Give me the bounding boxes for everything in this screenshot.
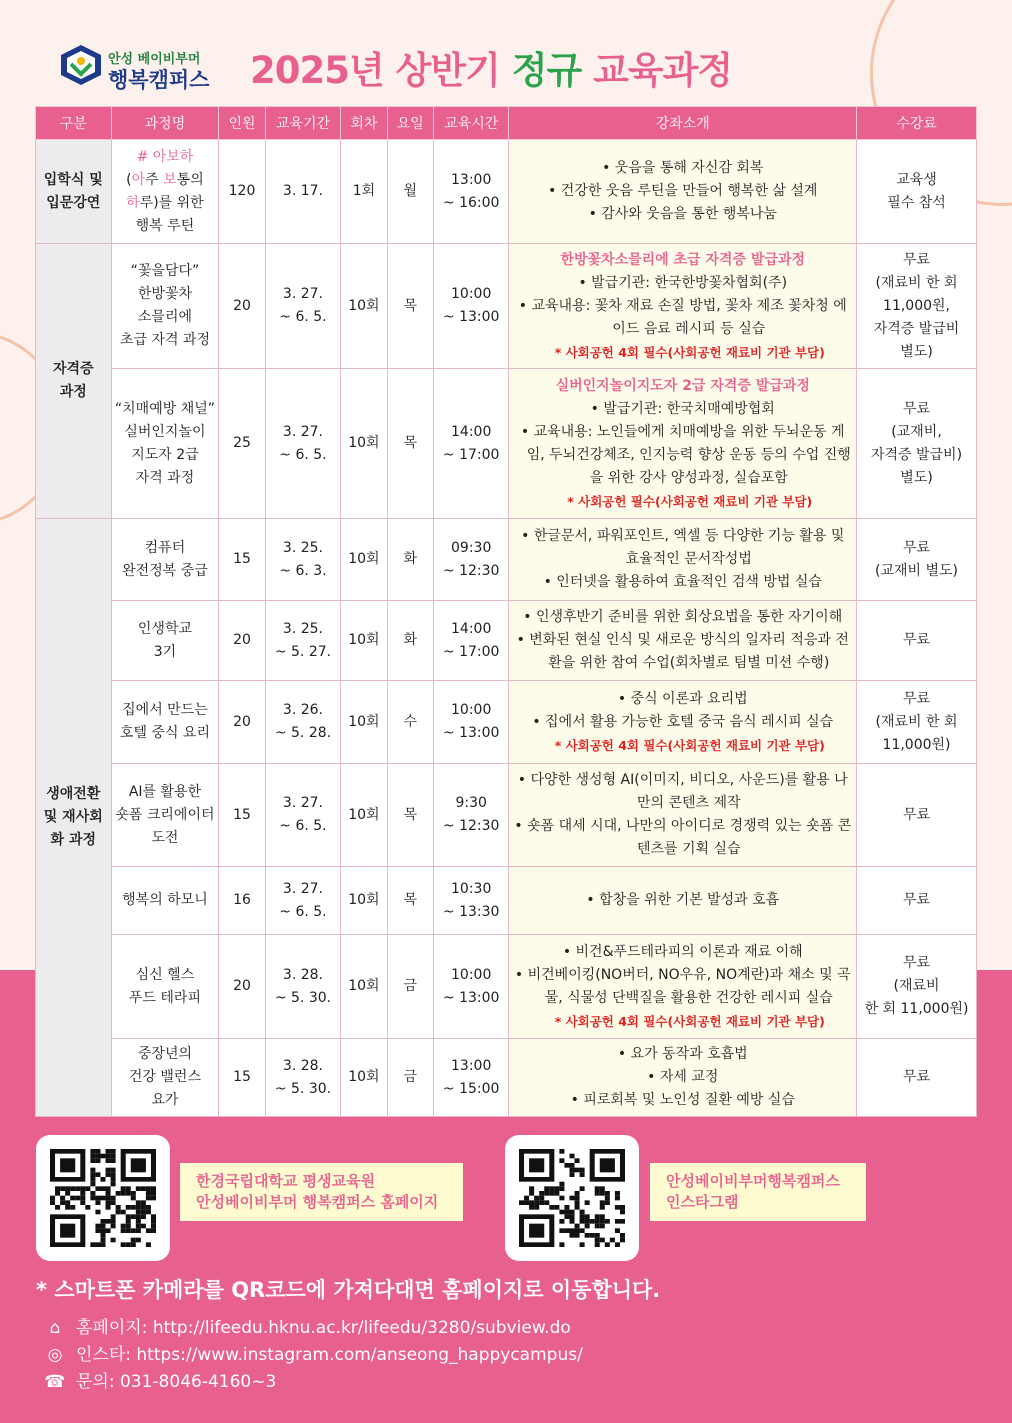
description-bullet: • 중식 이론과 요리법 (617, 690, 748, 707)
cell-sessions: 10회 (341, 935, 387, 1039)
cell-fee: 무료 (857, 867, 977, 935)
column-header: 교육기간 (265, 107, 341, 140)
cell-day: 금 (387, 1039, 433, 1117)
campus-logo-icon (58, 42, 104, 88)
homepage-link[interactable]: 홈페이지: http://lifeedu.hknu.ac.kr/lifeedu/3280/subview.do (76, 1318, 571, 1338)
course-name (111, 140, 219, 244)
cell-count: 20 (219, 601, 265, 681)
cell-fee: 무료 (교재비 별도) (857, 519, 977, 601)
cell-day: 금 (387, 935, 433, 1039)
qr-box-homepage[interactable] (36, 1135, 170, 1261)
category-cell: 입학식 및 입문강연 (36, 140, 112, 244)
cell-time: 10:00 ~ 13:00 (433, 935, 509, 1039)
description-note: * 사회공헌 필수(사회공헌 재료비 기관 부담) (567, 493, 813, 509)
description-bullet: • 비건&푸드테라피의 이론과 재료 이해 (562, 943, 803, 960)
title-suffix: 교육과정 (581, 49, 733, 92)
cell-sessions: 10회 (341, 519, 387, 601)
description-bullet: • 건강한 웃음 루틴을 만들어 행복한 삶 설계 (548, 183, 818, 199)
description-bullet: • 웃음을 통해 자신감 회복 (602, 160, 764, 176)
description-bullet: • 인터넷을 활용하여 효율적인 검색 방법 실습 (543, 574, 822, 590)
column-header: 구분 (36, 107, 112, 140)
description-bullet: • 인생후반기 준비를 위한 회상요법을 통한 자기이해 (523, 609, 843, 625)
cell-period: 3. 28. ~ 5. 30. (265, 1039, 341, 1117)
table-row (36, 244, 977, 369)
description-bullet: • 교육내용: 꽃차 재료 손질 방법, 꽃차 제조 꽃차청 에이드 음료 레시피 등 실습 (518, 297, 847, 337)
cell-day: 목 (387, 867, 433, 935)
cell-count: 15 (219, 764, 265, 867)
table-header-row (36, 107, 977, 140)
course-description (509, 867, 857, 935)
cell-day: 수 (387, 681, 433, 764)
cell-count: 20 (219, 244, 265, 369)
table-row (36, 681, 977, 764)
cell-day: 화 (387, 601, 433, 681)
cell-count: 16 (219, 867, 265, 935)
cell-fee: 무료 (재료비 한 회 11,000원) (857, 935, 977, 1039)
description-note: * 사회공헌 4회 필수(사회공헌 재료비 기관 부담) (554, 737, 825, 753)
course-name-part: 아 (131, 171, 146, 188)
cell-period: 3. 25. ~ 6. 3. (265, 519, 341, 601)
cell-count: 15 (219, 1039, 265, 1117)
cell-period: 3. 27. ~ 6. 5. (265, 764, 341, 867)
table-row (36, 369, 977, 519)
qr-box-instagram[interactable] (505, 1135, 639, 1261)
instagram-info[interactable] (44, 1340, 583, 1365)
cell-period: 3. 17. (265, 140, 341, 244)
cell-fee: 무료 (교재비, 자격증 발급비) 별도) (857, 369, 977, 519)
curriculum-table (35, 106, 977, 1117)
course-name-part: 통의 (176, 171, 204, 188)
cell-sessions: 1회 (341, 140, 387, 244)
course-description (509, 681, 857, 764)
cell-sessions: 10회 (341, 1039, 387, 1117)
table-row (36, 601, 977, 681)
cell-count: 20 (219, 935, 265, 1039)
cell-time: 10:00 ~ 13:00 (433, 244, 509, 369)
course-description (509, 601, 857, 681)
course-description (509, 764, 857, 867)
cell-day: 목 (387, 369, 433, 519)
course-name-part: 보 (163, 171, 177, 188)
cell-time: 9:30 ~ 12:30 (433, 764, 509, 867)
course-name: 컴퓨터 완전정복 중급 (111, 519, 219, 601)
description-bullet: • 피로회복 및 노인성 질환 예방 실습 (570, 1092, 795, 1108)
course-description (509, 1039, 857, 1117)
cell-fee: 교육생 필수 참석 (857, 140, 977, 244)
cell-fee: 무료 (857, 1039, 977, 1117)
course-description (509, 369, 857, 519)
homepage-info[interactable] (44, 1313, 571, 1338)
course-name: 행복의 하모니 (111, 867, 219, 935)
instagram-link[interactable]: 인스타: https://www.instagram.com/anseong_happycampus/ (76, 1345, 583, 1365)
cell-day: 화 (387, 519, 433, 601)
course-name: 중장년의 건강 밸런스 요가 (111, 1039, 219, 1117)
qr-label-instagram: 안성베이비부머행복캠퍼스 인스타그램 (650, 1163, 866, 1221)
cell-period: 3. 25. ~ 5. 27. (265, 601, 341, 681)
cell-time: 14:00 ~ 17:00 (433, 601, 509, 681)
description-note: * 사회공헌 4회 필수(사회공헌 재료비 기관 부담) (554, 344, 825, 360)
home-icon: ⌂ (49, 1318, 61, 1338)
cell-fee: 무료 (857, 601, 977, 681)
course-description (509, 244, 857, 369)
cell-time: 13:00 ~ 15:00 (433, 1039, 509, 1117)
description-heading: 한방꽃차소믈리에 초급 자격증 발급과정 (560, 251, 806, 268)
cell-count: 120 (219, 140, 265, 244)
cell-day: 월 (387, 140, 433, 244)
qr-code[interactable] (519, 1149, 625, 1247)
column-header: 수강료 (857, 107, 977, 140)
cell-sessions: 10회 (341, 601, 387, 681)
header (0, 30, 1012, 110)
title-prefix: 2025년 상반기 (250, 49, 512, 92)
course-name: 인생학교 3기 (111, 601, 219, 681)
description-bullet: • 다양한 생성형 AI(이미지, 비디오, 사운드)를 활용 나만의 콘텐츠 제작 (517, 772, 848, 811)
course-name: 심신 헬스 푸드 테라피 (111, 935, 219, 1039)
course-name-part: ( (126, 171, 132, 188)
logo (58, 42, 208, 94)
table-row (36, 1039, 977, 1117)
cell-fee: 무료 (재료비 한 회 11,000원, 자격증 발급비 별도) (857, 244, 977, 369)
cell-day: 목 (387, 244, 433, 369)
description-bullet: • 집에서 활용 가능한 호텔 중국 음식 레시피 실습 (532, 713, 834, 730)
table-row (36, 764, 977, 867)
contact-text: 문의: 031-8046-4160~3 (76, 1372, 277, 1392)
description-bullet: • 발급기관: 한국치매예방협회 (590, 400, 775, 417)
description-bullet: • 합창을 위한 기본 발성과 호흡 (586, 892, 780, 908)
cell-sessions: 10회 (341, 369, 387, 519)
page-title (250, 40, 732, 94)
column-header: 인원 (219, 107, 265, 140)
description-heading: 실버인지놀이지도자 2급 자격증 발급과정 (555, 377, 810, 394)
qr-notice: * 스마트폰 카메라를 QR코드에 가져다대면 홈페이지로 이동합니다. (36, 1278, 661, 1302)
instagram-icon: ◎ (47, 1345, 63, 1365)
cell-period: 3. 28. ~ 5. 30. (265, 935, 341, 1039)
column-header: 과정명 (111, 107, 219, 140)
course-name-part: 주 (145, 171, 164, 188)
table-row (36, 935, 977, 1039)
column-header: 교육시간 (433, 107, 509, 140)
description-bullet: • 교육내용: 노인들에게 치매예방을 위한 두뇌운동 게임, 두뇌건강체조, 인지능력 향상 운동 등의 수업 진행을 위한 강사 양성과정, 실습포함 (520, 423, 851, 486)
course-description (509, 935, 857, 1039)
cell-count: 15 (219, 519, 265, 601)
table-row (36, 140, 977, 244)
cell-time: 14:00 ~ 17:00 (433, 369, 509, 519)
contact-info (44, 1367, 276, 1392)
course-name-part: 행복 루틴 (135, 217, 195, 234)
cell-period: 3. 27. ~ 6. 5. (265, 369, 341, 519)
table-row (36, 867, 977, 935)
course-name-part: # 아보하 (136, 148, 194, 165)
cell-sessions: 10회 (341, 244, 387, 369)
cell-time: 10:00 ~ 13:00 (433, 681, 509, 764)
cell-count: 20 (219, 681, 265, 764)
phone-icon: ☎ (44, 1372, 66, 1392)
description-bullet: • 감사와 웃음을 통한 행복나눔 (588, 206, 777, 222)
cell-sessions: 10회 (341, 867, 387, 935)
course-name: 집에서 만드는 호텔 중식 요리 (111, 681, 219, 764)
course-name-part: 루)를 위한 (139, 194, 204, 211)
table-row (36, 519, 977, 601)
course-description (509, 140, 857, 244)
course-description (509, 519, 857, 601)
column-header: 요일 (387, 107, 433, 140)
category-cell: 자격증 과정 (36, 244, 112, 519)
cell-fee: 무료 (857, 764, 977, 867)
category-cell: 생애전환 및 재사회 화 과정 (36, 519, 112, 1117)
cell-period: 3. 26. ~ 5. 28. (265, 681, 341, 764)
cell-fee: 무료 (재료비 한 회 11,000원) (857, 681, 977, 764)
cell-period: 3. 27. ~ 6. 5. (265, 867, 341, 935)
cell-sessions: 10회 (341, 764, 387, 867)
course-name: “꽃을담다” 한방꽃차 소믈리에 초급 자격 과정 (111, 244, 219, 369)
description-bullet: • 발급기관: 한국한방꽃차협회(주) (578, 274, 788, 291)
course-name-part: 하 (126, 194, 140, 211)
cell-period: 3. 27. ~ 6. 5. (265, 244, 341, 369)
course-name: AI를 활용한 숏폼 크리에이터 도전 (111, 764, 219, 867)
cell-sessions: 10회 (341, 681, 387, 764)
column-header: 회차 (341, 107, 387, 140)
cell-time: 09:30 ~ 12:30 (433, 519, 509, 601)
column-header: 강좌소개 (509, 107, 857, 140)
course-name: “치매예방 채널” 실버인지놀이 지도자 2급 자격 과정 (111, 369, 219, 519)
description-bullet: • 숏폼 대세 시대, 나만의 아이디로 경쟁력 있는 숏폼 콘텐츠를 기획 실습 (514, 818, 852, 857)
description-bullet: • 비건베이킹(NO버터, NO우유, NO계란)과 채소 및 곡물, 식물성 단백질을 활용한 건강한 레시피 실습 (514, 966, 851, 1006)
qr-code[interactable] (50, 1149, 156, 1247)
logo-text-line1: 안성 베이비부머 (108, 52, 201, 67)
description-note: * 사회공헌 4회 필수(사회공헌 재료비 기관 부담) (554, 1013, 825, 1029)
logo-text-line2: 행복캠퍼스 (108, 68, 210, 92)
cell-count: 25 (219, 369, 265, 519)
description-bullet: • 요가 동작과 호흡법 (617, 1046, 748, 1062)
cell-day: 목 (387, 764, 433, 867)
cell-time: 10:30 ~ 13:30 (433, 867, 509, 935)
cell-time: 13:00 ~ 16:00 (433, 140, 509, 244)
description-bullet: • 변화된 현실 인식 및 새로운 방식의 일자리 적응과 전환을 위한 참여 수업(회차별로 팀별 미션 수행) (516, 632, 849, 671)
description-bullet: • 한글문서, 파워포인트, 엑셀 등 다양한 기능 활용 및 효율적인 문서작성법 (521, 528, 845, 567)
qr-label-homepage: 한경국립대학교 평생교육원 안성베이비부머 행복캠퍼스 홈페이지 (180, 1163, 463, 1221)
title-green: 정규 (511, 49, 582, 92)
description-bullet: • 자세 교정 (647, 1069, 719, 1085)
